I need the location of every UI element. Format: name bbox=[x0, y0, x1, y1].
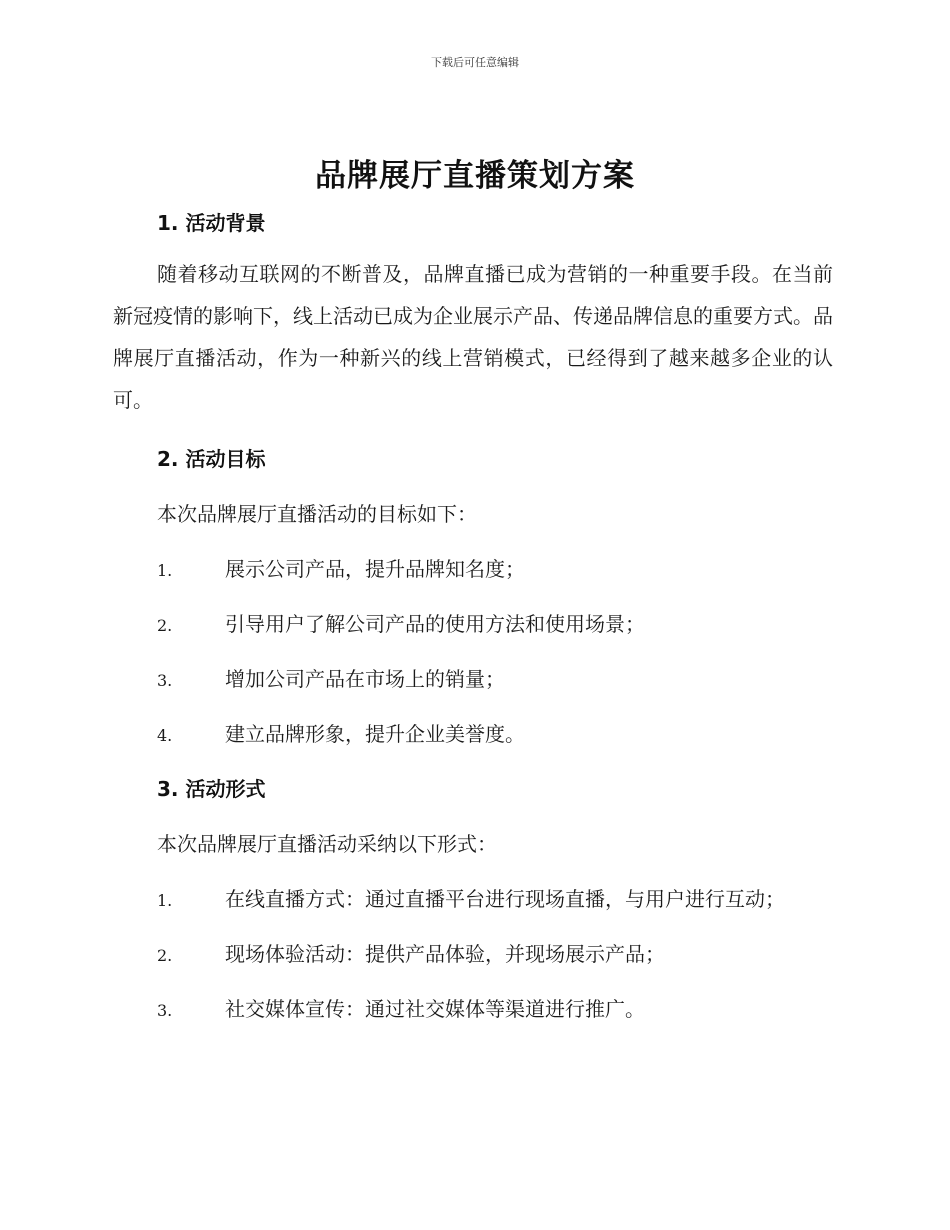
list-text: 建立品牌形象，提升企业美誉度。 bbox=[225, 722, 525, 746]
list-number: 2. bbox=[157, 616, 173, 635]
list-item bbox=[157, 993, 857, 1022]
background-paragraph: 随着移动互联网的不断普及，品牌直播已成为营销的一种重要手段。在当前新冠疫情的影响下，线上活动已成为企业展示产品、传递品牌信息的重要方式。品牌展厅直播活动，作为一种新兴的线上营销模式，已经得到了越来越多企业的认可。 bbox=[113, 262, 833, 412]
list-number: 3. bbox=[157, 671, 173, 690]
list-item bbox=[157, 663, 857, 692]
list-item bbox=[157, 938, 857, 967]
list-item bbox=[157, 883, 857, 912]
list-number: 1. bbox=[157, 891, 173, 910]
list-number: 2. bbox=[157, 946, 173, 965]
list-text: 引导用户了解公司产品的使用方法和使用场景； bbox=[225, 612, 645, 636]
list-text: 社交媒体宣传：通过社交媒体等渠道进行推广。 bbox=[225, 997, 645, 1021]
section-heading-goals: 2. 活动目标 bbox=[157, 447, 266, 471]
list-number: 4. bbox=[157, 726, 173, 745]
list-text: 现场体验活动：提供产品体验，并现场展示产品； bbox=[225, 942, 665, 966]
section-heading-format: 3. 活动形式 bbox=[157, 777, 266, 801]
list-text: 在线直播方式：通过直播平台进行现场直播，与用户进行互动； bbox=[225, 887, 785, 911]
list-item bbox=[157, 553, 857, 582]
goals-lead: 本次品牌展厅直播活动的目标如下： bbox=[157, 502, 477, 526]
list-number: 3. bbox=[157, 1001, 173, 1020]
list-number: 1. bbox=[157, 561, 173, 580]
document-title: 品牌展厅直播策划方案 bbox=[315, 158, 635, 194]
format-lead: 本次品牌展厅直播活动采纳以下形式： bbox=[157, 832, 497, 856]
section-heading-background: 1. 活动背景 bbox=[157, 211, 266, 235]
list-item bbox=[157, 608, 857, 637]
list-text: 增加公司产品在市场上的销量； bbox=[225, 667, 505, 691]
header-note: 下载后可任意编辑 bbox=[431, 56, 519, 69]
list-item bbox=[157, 718, 857, 747]
list-text: 展示公司产品，提升品牌知名度； bbox=[225, 557, 525, 581]
